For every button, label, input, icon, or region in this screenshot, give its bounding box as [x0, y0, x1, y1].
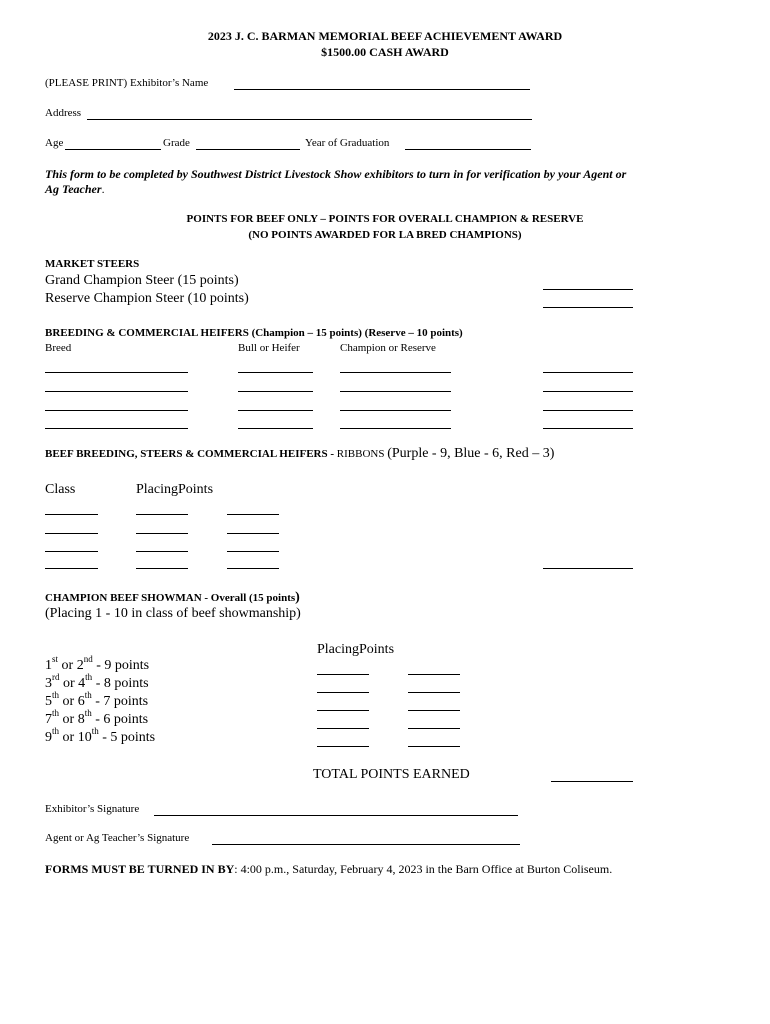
total-points-field[interactable]	[551, 781, 633, 782]
showman-points-field[interactable]	[408, 728, 460, 729]
placing-number: 5	[45, 694, 52, 709]
placing-suffix: th	[52, 726, 60, 737]
ribbon-class-field[interactable]	[45, 514, 98, 515]
champion-reserve-column-label: Champion or Reserve	[340, 342, 436, 354]
exhibitor-signature-label: Exhibitor’s Signature	[45, 803, 140, 815]
ribbon-placing-field[interactable]	[136, 514, 188, 515]
bull-heifer-field[interactable]	[238, 372, 313, 373]
ribbon-points-field[interactable]	[227, 551, 279, 552]
deadline-text: : 4:00 p.m., Saturday, February 4, 2023 in the Barn Office at Burton Coliseum.	[234, 862, 613, 876]
ribbons-placing-label: Placing	[136, 482, 178, 497]
grade-field[interactable]	[196, 149, 300, 150]
placing-suffix: th	[52, 690, 60, 701]
ribbons-word: RIBBONS	[336, 448, 388, 460]
ribbon-placing-field[interactable]	[136, 533, 188, 534]
breed-field[interactable]	[45, 391, 188, 392]
reserve-champion-steer-label: Reserve Champion Steer (10 points)	[45, 291, 249, 306]
address-label: Address	[45, 107, 82, 119]
exhibitor-name-label: (PLEASE PRINT) Exhibitor’s Name	[45, 77, 209, 89]
graduation-label: Year of Graduation	[305, 137, 390, 149]
showman-placing-points-label	[317, 642, 394, 658]
exhibitor-name-field[interactable]	[234, 89, 530, 90]
breeding-heading: BREEDING & COMMERCIAL HEIFERS (Champion – 15 points) (Reserve – 10 points)	[45, 327, 463, 339]
or-word: or	[59, 694, 78, 709]
points-heading-line1: POINTS FOR BEEF ONLY – POINTS FOR OVERALL CHAMPION & RESERVE	[186, 213, 584, 225]
ribbons-heading-line	[45, 446, 554, 462]
ribbon-class-field[interactable]	[45, 568, 98, 569]
ribbons-total-field[interactable]	[543, 568, 633, 569]
placing-number: 7	[45, 712, 52, 727]
ribbon-points-field[interactable]	[227, 533, 279, 534]
instructions-period: .	[101, 182, 105, 196]
ribbon-placing-field[interactable]	[136, 551, 188, 552]
total-points-label: TOTAL POINTS EARNED	[313, 767, 470, 782]
placing-number: 3	[45, 676, 52, 691]
showman-placing-row	[45, 726, 156, 746]
placing-number: 8	[77, 712, 85, 727]
showman-points-field[interactable]	[408, 674, 460, 675]
bull-heifer-column-label: Bull or Heifer	[238, 342, 300, 354]
breeding-points-field[interactable]	[543, 428, 633, 429]
grand-champion-steer-label: Grand Champion Steer (15 points)	[45, 273, 239, 288]
showman-points-field[interactable]	[408, 746, 460, 747]
deadline-line	[45, 862, 612, 877]
placing-number: 1	[45, 658, 52, 673]
showman-points-field[interactable]	[408, 692, 460, 693]
agent-signature-label: Agent or Ag Teacher’s Signature	[45, 832, 190, 844]
bull-heifer-field[interactable]	[238, 391, 313, 392]
placing-points: - 7 points	[91, 694, 149, 709]
showman-placing-field[interactable]	[317, 692, 369, 693]
placing-suffix: st	[52, 654, 59, 665]
showman-placing-row	[45, 690, 149, 710]
ribbon-placing-field[interactable]	[136, 568, 188, 569]
placing-number: 9	[45, 730, 52, 745]
market-steers-heading: MARKET STEERS	[45, 258, 140, 270]
breed-column-label: Breed	[45, 342, 72, 354]
ribbons-values: (Purple - 9, Blue - 6, Red – 3)	[387, 446, 555, 461]
agent-signature-field[interactable]	[212, 844, 520, 845]
ribbons-points-label: Points	[178, 482, 214, 497]
showman-heading-close: )	[295, 590, 300, 605]
breed-field[interactable]	[45, 410, 188, 411]
placing-points: - 6 points	[91, 712, 149, 727]
showman-placing-row	[45, 654, 150, 674]
showman-points-label: Points	[359, 642, 395, 657]
showman-placing-field[interactable]	[317, 674, 369, 675]
ribbon-class-field[interactable]	[45, 533, 98, 534]
reserve-champion-points-field[interactable]	[543, 307, 633, 308]
breeding-points-field[interactable]	[543, 391, 633, 392]
placing-number: 6	[77, 694, 85, 709]
breeding-points-field[interactable]	[543, 410, 633, 411]
showman-placing-row	[45, 672, 149, 692]
placing-suffix: th	[84, 690, 92, 701]
instructions-line2	[45, 182, 105, 197]
age-field[interactable]	[65, 149, 161, 150]
ribbon-points-field[interactable]	[227, 568, 279, 569]
instructions-ag-teacher: Ag Teacher	[45, 182, 102, 196]
grade-label: Grade	[163, 137, 190, 149]
exhibitor-signature-field[interactable]	[154, 815, 518, 816]
showman-placing-field[interactable]	[317, 710, 369, 711]
showman-heading: CHAMPION BEEF SHOWMAN - Overall (15 points	[45, 592, 296, 604]
deadline-bold: FORMS MUST BE TURNED IN BY	[45, 862, 235, 876]
placing-suffix: th	[91, 726, 99, 737]
class-column-label: Class	[45, 482, 76, 497]
or-word: or	[59, 730, 78, 745]
instructions-line1: This form to be completed by Southwest District Livestock Show exhibitors to turn in for verification by your Agent or	[45, 167, 627, 181]
champion-reserve-field[interactable]	[340, 428, 451, 429]
placing-points: - 8 points	[92, 676, 149, 691]
or-word: or	[58, 658, 77, 673]
bull-heifer-field[interactable]	[238, 428, 313, 429]
placing-suffix: th	[52, 708, 60, 719]
placing-number: 4	[78, 676, 86, 691]
placing-suffix: th	[85, 672, 93, 683]
placing-points: - 9 points	[92, 658, 150, 673]
ribbons-heading: BEEF BREEDING, STEERS & COMMERCIAL HEIFERS -	[45, 448, 337, 460]
showman-points-field[interactable]	[408, 710, 460, 711]
graduation-field[interactable]	[405, 149, 531, 150]
or-word: or	[59, 712, 78, 727]
showman-placing-field[interactable]	[317, 728, 369, 729]
points-heading-line2: (NO POINTS AWARDED FOR LA BRED CHAMPIONS)	[248, 229, 522, 241]
age-label: Age	[45, 137, 64, 149]
grand-champion-points-field[interactable]	[543, 289, 633, 290]
ribbon-class-field[interactable]	[45, 551, 98, 552]
form-title: 2023 J. C. BARMAN MEMORIAL BEEF ACHIEVEMENT AWARD	[207, 29, 563, 43]
showman-placing-label: Placing	[317, 642, 359, 657]
showman-placing-note: (Placing 1 - 10 in class of beef showmanship)	[45, 606, 301, 621]
breed-field[interactable]	[45, 428, 188, 429]
showman-placing-field[interactable]	[317, 746, 369, 747]
breeding-points-field[interactable]	[543, 372, 633, 373]
breed-field[interactable]	[45, 372, 188, 373]
placing-number: 2	[76, 658, 84, 673]
ribbon-points-field[interactable]	[227, 514, 279, 515]
champion-reserve-field[interactable]	[340, 391, 451, 392]
showman-heading-line	[45, 590, 300, 606]
or-word: or	[59, 676, 79, 691]
form-subtitle: $1500.00 CASH AWARD	[321, 45, 449, 59]
champion-reserve-field[interactable]	[340, 372, 451, 373]
placing-suffix: nd	[83, 654, 93, 665]
placing-suffix: rd	[52, 672, 60, 683]
address-field[interactable]	[87, 119, 532, 120]
ribbons-placing-points-label	[136, 482, 213, 498]
champion-reserve-field[interactable]	[340, 410, 451, 411]
placing-suffix: th	[84, 708, 92, 719]
placing-points: - 5 points	[98, 730, 156, 745]
placing-number: 10	[77, 730, 92, 745]
bull-heifer-field[interactable]	[238, 410, 313, 411]
